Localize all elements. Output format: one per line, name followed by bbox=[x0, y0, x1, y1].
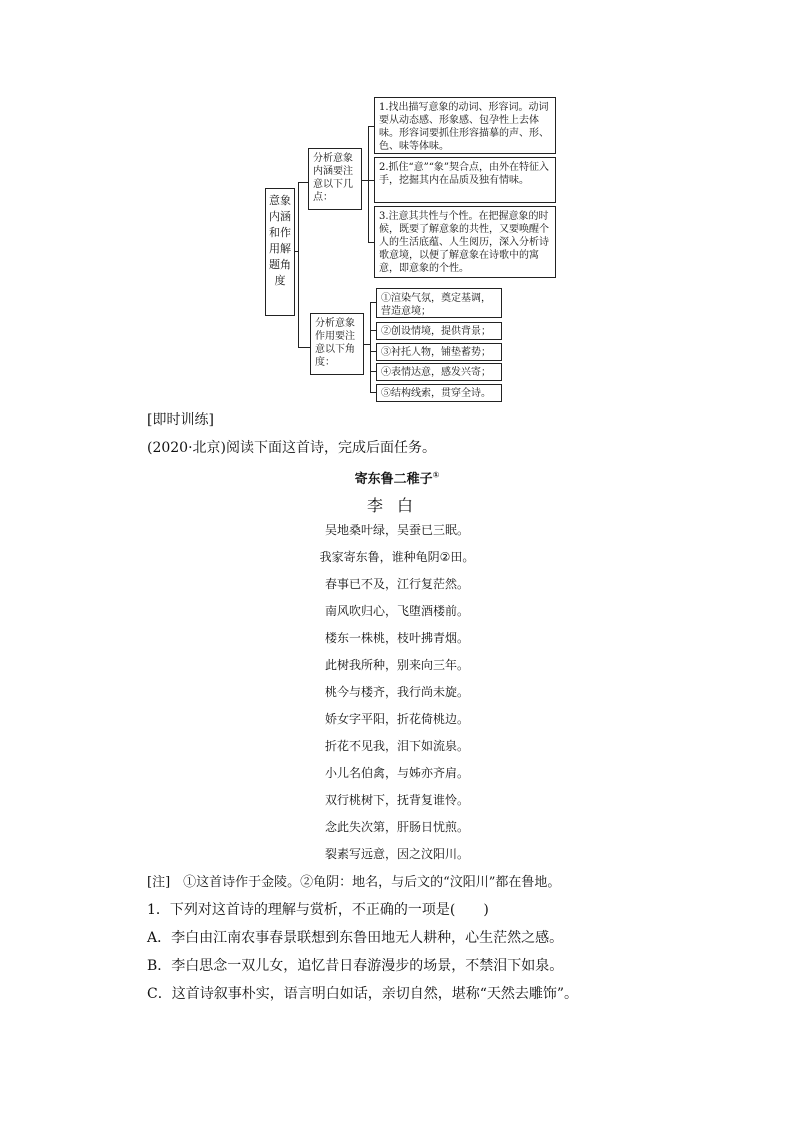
poem-title-text: 寄东鲁二稚子 bbox=[354, 472, 433, 487]
function-point-2: ②创设情境，提供背景； bbox=[376, 322, 502, 340]
branch-analysis-meaning: 分析意象内涵要注意以下几点： bbox=[308, 148, 362, 210]
poem-line: 娇女字平阳，折花倚桃边。 bbox=[324, 712, 469, 726]
poem-line: 吴地桑叶绿，吴蚕已三眠。 bbox=[324, 523, 469, 537]
connector bbox=[298, 182, 308, 183]
poem-note: [注] ①这首诗作于金陵。②龟阴：地名，与后文的“汶阳川”都在鲁地。 bbox=[147, 875, 561, 890]
function-point-5: ⑤结构线索，贯穿全诗。 bbox=[376, 384, 502, 402]
poem-title-note: ① bbox=[432, 470, 440, 480]
section-label: [即时训练] bbox=[147, 412, 214, 428]
connector bbox=[370, 302, 371, 392]
option-b: B．李白思念一双儿女，追忆昔日春游漫步的场景，不禁泪下如泉。 bbox=[147, 958, 564, 974]
function-point-1: ①渲染气氛，奠定基调，营造意境； bbox=[376, 288, 502, 318]
connector bbox=[298, 347, 310, 348]
poem-line: 念此失次第，肝肠日忧煎。 bbox=[324, 820, 469, 834]
connector bbox=[368, 126, 369, 242]
poem-line: 我家寄东鲁，谁种龟阴②田。 bbox=[319, 550, 475, 564]
function-point-4: ④表情达意，感发兴寄； bbox=[376, 363, 502, 381]
question-stem: 1．下列对这首诗的理解与赏析，不正确的一项是( ) bbox=[147, 902, 489, 918]
poem-line: 春事已不及，江行复茫然。 bbox=[324, 577, 469, 591]
meaning-point-2: 2.抓住“意”“象”契合点，由外在特征入手，挖掘其内在品质及独有情味。 bbox=[374, 157, 556, 203]
intro-text: (2020·北京)阅读下面这首诗，完成后面任务。 bbox=[147, 440, 437, 456]
poem-line: 桃今与楼齐，我行尚未旋。 bbox=[324, 685, 469, 699]
connector bbox=[298, 182, 299, 347]
poem-line: 小儿名伯禽，与姊亦齐肩。 bbox=[324, 766, 469, 780]
poem-line: 楼东一株桃，枝叶拂青烟。 bbox=[324, 631, 469, 645]
poem-line: 折花不见我，泪下如流泉。 bbox=[324, 739, 469, 753]
meaning-point-1: 1.找出描写意象的动词、形容词。动词要从动态感、形象感、包孕性上去体味。形容词要抓住形容描摹的声、形、色、味等体味。 bbox=[374, 97, 556, 154]
poem-author: 李白 bbox=[366, 496, 427, 515]
poem-line: 此树我所种，别来向三年。 bbox=[324, 658, 469, 672]
option-c: C．这首诗叙事朴实，语言明白如话，亲切自然，堪称“天然去雕饰”。 bbox=[147, 986, 579, 1002]
branch-analysis-function: 分析意象作用要注意以下角度： bbox=[310, 313, 364, 375]
option-a: A．李白由江南农事春景联想到东鲁田地无人耕种，心生茫然之感。 bbox=[147, 930, 564, 946]
function-point-3: ③衬托人物，铺垫蓄势； bbox=[376, 343, 502, 361]
poem-line: 裂素写远意，因之汶阳川。 bbox=[324, 847, 469, 861]
poem-line: 双行桃树下，抚背复谁怜。 bbox=[324, 793, 469, 807]
diagram-root: 意象内涵和作用解题角度 bbox=[265, 188, 295, 316]
meaning-point-3: 3.注意其共性与个性。在把握意象的时候，既要了解意象的共性，又要唤醒个人的生活底蕴、人生阅历，深入分析诗歌意境，以便了解意象在诗歌中的寓意，即意象的个性。 bbox=[374, 206, 556, 278]
poem-title bbox=[0, 468, 794, 487]
poem-line: 南风吹归心，飞堕酒楼前。 bbox=[324, 604, 469, 618]
